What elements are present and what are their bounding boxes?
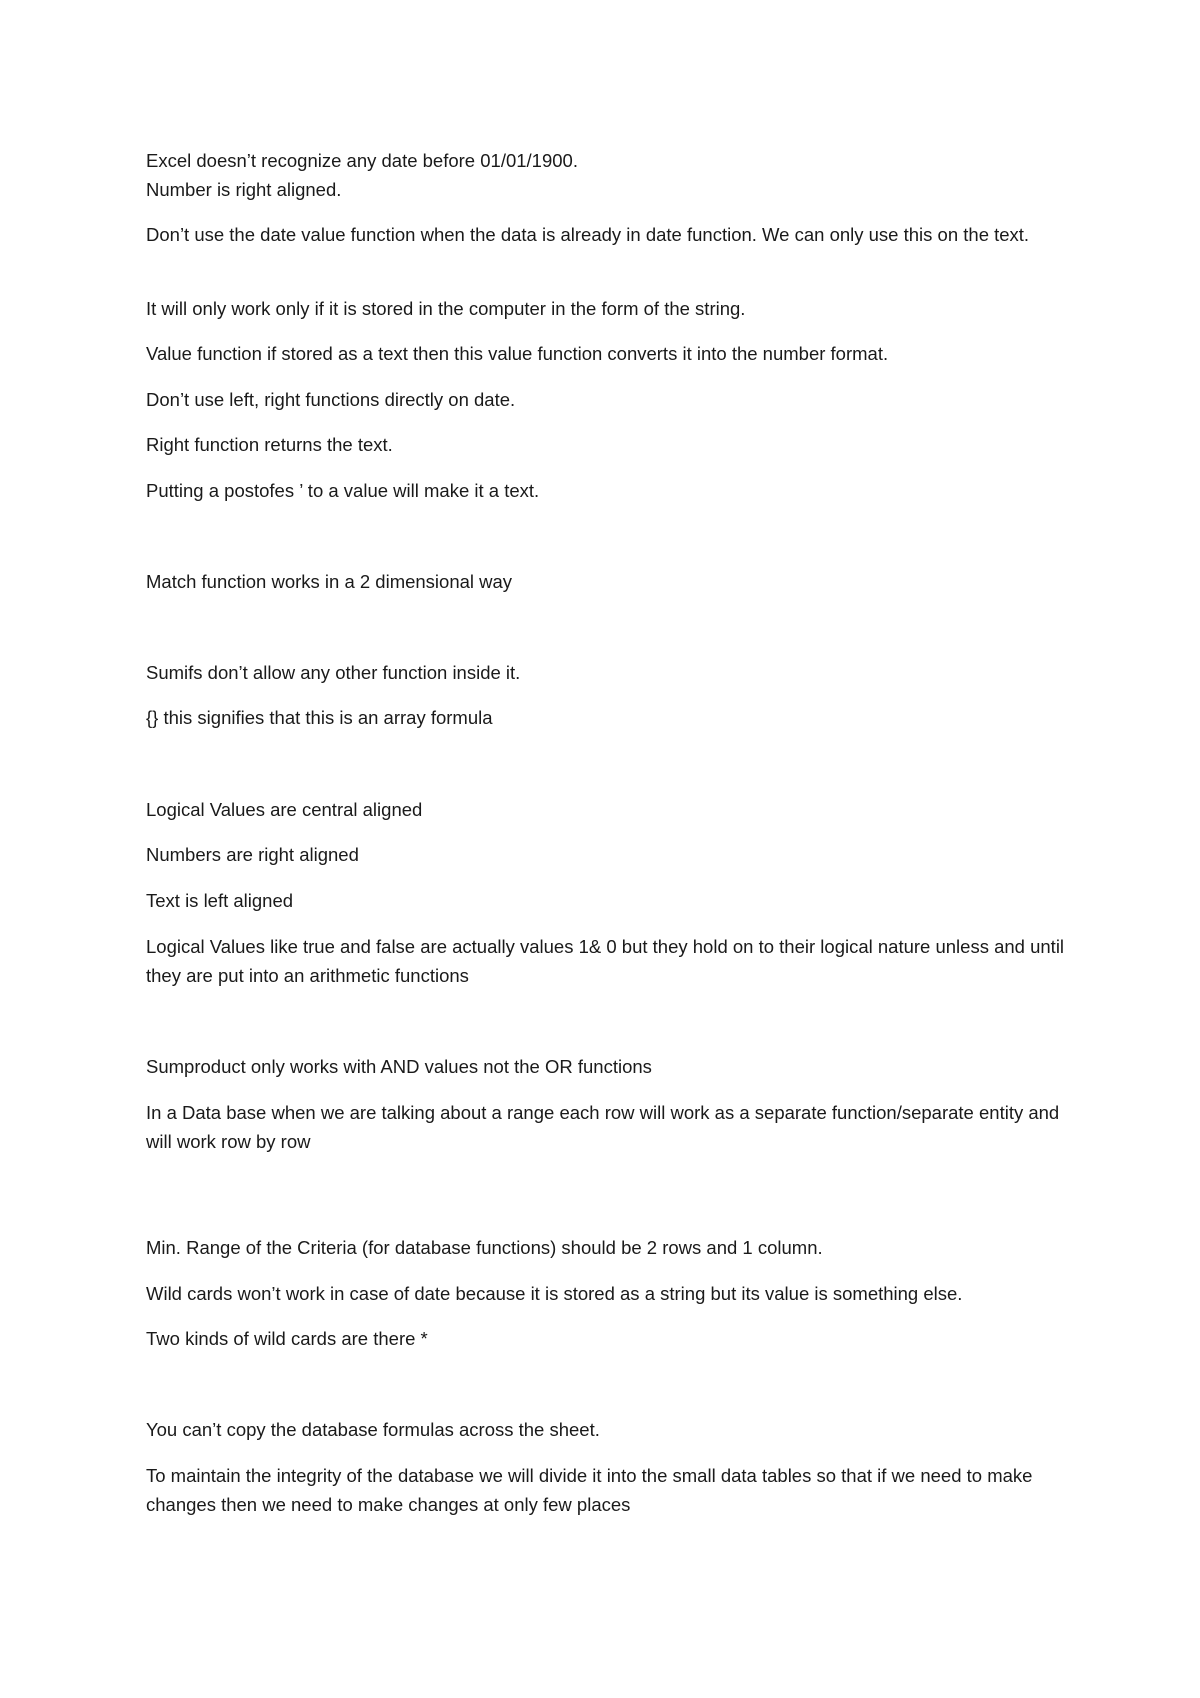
paragraph-logical-values: Logical Values like true and false are actually values 1& 0 but they hold on to their logical nature unless and until they are put into an arithmetic functions [146, 936, 1065, 986]
paragraph-match-function: Match function works in a 2 dimensional way [146, 571, 513, 592]
paragraph-criteria-range: Min. Range of the Criteria (for database functions) should be 2 rows and 1 column. [146, 1237, 823, 1258]
paragraph-wildcards-date: Wild cards won’t work in case of date because it is stored as a string but its value is something else. [146, 1283, 963, 1304]
paragraph-apostrophe-text: Putting a postofes ’ to a value will make it a text. [146, 480, 540, 501]
paragraph-copy-formulas: You can’t copy the database formulas across the sheet. [146, 1419, 600, 1440]
paragraph-excel-date-limit: Excel doesn’t recognize any date before 01/01/1900. [146, 150, 578, 171]
paragraph-numbers-alignment: Numbers are right aligned [146, 844, 359, 865]
paragraph-string-storage: It will only work only if it is stored in the computer in the form of the string. [146, 298, 746, 319]
paragraph-text-alignment: Text is left aligned [146, 890, 294, 911]
paragraph-right-function: Right function returns the text. [146, 434, 393, 455]
paragraph-database-integrity: To maintain the integrity of the database we will divide it into the small data tables so that if we need to make changes then we need to make changes at only few places [146, 1465, 1033, 1515]
paragraph-sumifs: Sumifs don’t allow any other function inside it. [146, 662, 521, 683]
paragraph-logical-alignment: Logical Values are central aligned [146, 799, 423, 820]
paragraph-sumproduct: Sumproduct only works with AND values not the OR functions [146, 1056, 652, 1077]
paragraph-value-function: Value function if stored as a text then this value function converts it into the number format. [146, 343, 889, 364]
paragraph-left-right-date: Don’t use left, right functions directly on date. [146, 389, 516, 410]
paragraph-number-alignment: Number is right aligned. [146, 179, 342, 200]
paragraph-array-formula: {} this signifies that this is an array formula [146, 707, 493, 728]
paragraph-database-range: In a Data base when we are talking about a range each row will work as a separate function/separate entity and will work row by row [146, 1102, 1060, 1152]
paragraph-wildcard-kinds: Two kinds of wild cards are there * [146, 1328, 428, 1349]
paragraph-datevalue-usage: Don’t use the date value function when the data is already in date function. We can only use this on the text. [146, 224, 1030, 245]
